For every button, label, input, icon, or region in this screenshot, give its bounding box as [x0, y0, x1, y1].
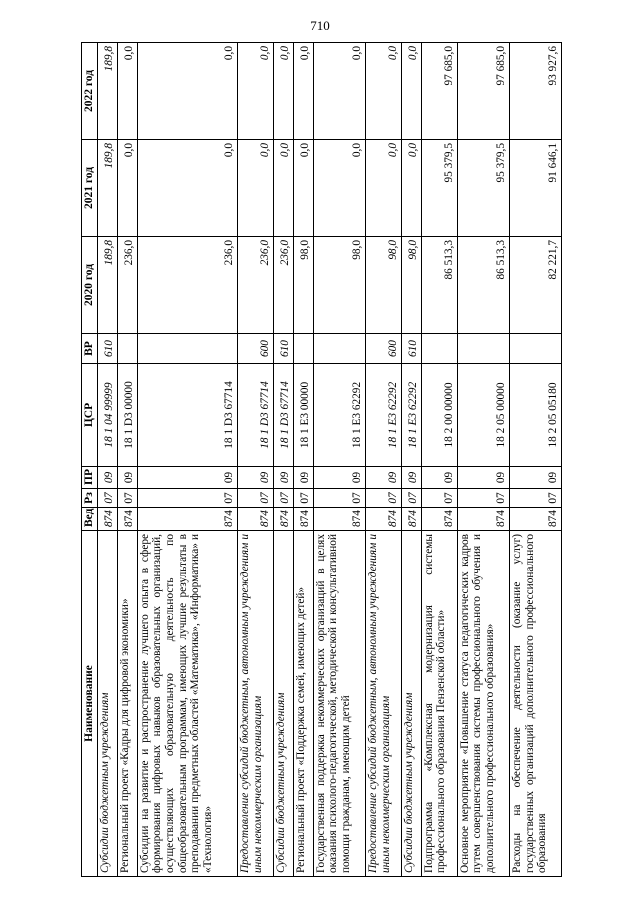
row-2020: 236,0 — [137, 237, 237, 334]
row-2022: 189,8 — [97, 43, 117, 140]
table-row — [137, 43, 237, 877]
row-pr: 09 — [365, 467, 401, 489]
row-rz: 07 — [457, 489, 509, 508]
row-vr — [293, 334, 313, 364]
row-vr — [137, 334, 237, 364]
row-2022: 0,0 — [313, 43, 365, 140]
row-csr: 18 1 E3 62292 — [365, 364, 401, 467]
row-name: Субсидии бюджетным учреждениям — [401, 531, 421, 877]
row-2021: 0,0 — [274, 140, 294, 237]
header-ved: Вед — [82, 508, 98, 531]
page-number: 710 — [310, 18, 330, 33]
row-2022: 97 685,0 — [421, 43, 457, 140]
header-pr: ПР — [82, 467, 98, 489]
row-vr — [421, 334, 457, 364]
row-vr: 610 — [401, 334, 421, 364]
table-row — [117, 43, 137, 877]
row-2022: 0,0 — [365, 43, 401, 140]
row-ved: 874 — [97, 508, 117, 531]
table-row — [293, 43, 313, 877]
row-ved: 874 — [117, 508, 137, 531]
row-name: Региональный проект «Кадры для цифровой экономики» — [117, 531, 137, 877]
table-row — [401, 43, 421, 877]
row-2021: 0,0 — [137, 140, 237, 237]
row-pr: 09 — [293, 467, 313, 489]
row-pr: 09 — [401, 467, 421, 489]
row-vr — [117, 334, 137, 364]
row-2022: 0,0 — [117, 43, 137, 140]
row-rz: 07 — [313, 489, 365, 508]
row-csr: 18 1 D3 00000 — [117, 364, 137, 467]
row-rz: 07 — [97, 489, 117, 508]
row-ved: 874 — [365, 508, 401, 531]
row-2020: 86 513,3 — [421, 237, 457, 334]
row-rz: 07 — [293, 489, 313, 508]
row-name: Субсидии бюджетным учреждениям — [97, 531, 117, 877]
row-name: Субсидии бюджетным учреждениям — [274, 531, 294, 877]
row-ved: 874 — [274, 508, 294, 531]
row-csr: 18 1 D3 67714 — [137, 364, 237, 467]
row-rz: 07 — [421, 489, 457, 508]
row-ved: 874 — [313, 508, 365, 531]
row-ved: 874 — [421, 508, 457, 531]
row-vr: 600 — [238, 334, 274, 364]
row-2021: 0,0 — [238, 140, 274, 237]
header-vr: ВР — [82, 334, 98, 364]
row-2021: 95 379,5 — [421, 140, 457, 237]
row-pr: 09 — [421, 467, 457, 489]
budget-table — [81, 42, 562, 877]
header-2020: 2020 год — [82, 237, 98, 334]
row-2021: 0,0 — [365, 140, 401, 237]
row-2022: 93 927,6 — [509, 43, 561, 140]
row-2021: 0,0 — [293, 140, 313, 237]
row-csr: 18 1 E3 00000 — [293, 364, 313, 467]
header-rz: Рз — [82, 489, 98, 508]
row-csr: 18 2 05 00000 — [457, 364, 509, 467]
row-2020: 98,0 — [365, 237, 401, 334]
row-rz: 07 — [509, 489, 561, 508]
row-2022: 0,0 — [401, 43, 421, 140]
row-name: Основное мероприятие «Повышение статуса педагогических кадров путем совершенствования системы профессионального обучения и дополнительного профессионального образования» — [457, 531, 509, 877]
header-2022: 2022 год — [82, 43, 98, 140]
row-2021: 189,8 — [97, 140, 117, 237]
row-rz: 07 — [401, 489, 421, 508]
row-pr: 09 — [97, 467, 117, 489]
rotated-table-container — [81, 42, 562, 877]
row-2020: 236,0 — [274, 237, 294, 334]
row-csr: 18 1 E3 62292 — [313, 364, 365, 467]
row-name: Государственная поддержка некоммерческих организаций в целях оказания психолого-педагогической, методической и консультативной помощи гражданам, имеющим детей — [313, 531, 365, 877]
row-vr: 610 — [97, 334, 117, 364]
header-csr: ЦСР — [82, 364, 98, 467]
row-name: Расходы на обеспечение деятельности (оказание услуг) государственных организаций дополнительного профессионального образования — [509, 531, 561, 877]
row-pr: 09 — [137, 467, 237, 489]
row-ved: 874 — [137, 508, 237, 531]
row-vr: 600 — [365, 334, 401, 364]
table-row — [238, 43, 274, 877]
row-2022: 0,0 — [274, 43, 294, 140]
row-ved: 874 — [509, 508, 561, 531]
row-ved: 874 — [293, 508, 313, 531]
row-2021: 0,0 — [313, 140, 365, 237]
row-ved: 874 — [238, 508, 274, 531]
row-2021: 91 646,1 — [509, 140, 561, 237]
row-pr: 09 — [457, 467, 509, 489]
row-2020: 98,0 — [313, 237, 365, 334]
row-2022: 0,0 — [238, 43, 274, 140]
row-2021: 0,0 — [117, 140, 137, 237]
row-2020: 86 513,3 — [457, 237, 509, 334]
row-vr: 610 — [274, 334, 294, 364]
row-2020: 236,0 — [238, 237, 274, 334]
row-pr: 09 — [274, 467, 294, 489]
table-body — [97, 43, 561, 877]
row-pr: 09 — [117, 467, 137, 489]
row-2020: 98,0 — [293, 237, 313, 334]
row-2022: 97 685,0 — [457, 43, 509, 140]
row-csr: 18 2 00 00000 — [421, 364, 457, 467]
row-2020: 236,0 — [117, 237, 137, 334]
table-row — [274, 43, 294, 877]
row-name: Подпрограмма «Комплексная модернизация системы профессионального образования Пензенской области» — [421, 531, 457, 877]
row-pr: 09 — [238, 467, 274, 489]
row-2020: 189,8 — [97, 237, 117, 334]
table-row — [313, 43, 365, 877]
row-ved: 874 — [401, 508, 421, 531]
row-csr: 18 1 D3 67714 — [238, 364, 274, 467]
row-2022: 0,0 — [137, 43, 237, 140]
row-2021: 0,0 — [401, 140, 421, 237]
row-pr: 09 — [509, 467, 561, 489]
row-rz: 07 — [238, 489, 274, 508]
row-pr: 09 — [313, 467, 365, 489]
row-rz: 07 — [117, 489, 137, 508]
row-name: Предоставление субсидий бюджетным, автономным учреждениям и иным некоммерческим организациям — [238, 531, 274, 877]
row-2022: 0,0 — [293, 43, 313, 140]
row-2020: 82 221,7 — [509, 237, 561, 334]
row-csr: 18 1 D3 67714 — [274, 364, 294, 467]
row-2021: 95 379,5 — [457, 140, 509, 237]
row-csr: 18 2 05 05180 — [509, 364, 561, 467]
table-header-row — [82, 43, 98, 877]
row-rz: 07 — [365, 489, 401, 508]
table-row — [509, 43, 561, 877]
header-2021: 2021 год — [82, 140, 98, 237]
table-row — [365, 43, 401, 877]
row-ved: 874 — [457, 508, 509, 531]
row-csr: 18 1 04 99999 — [97, 364, 117, 467]
row-name: Субсидии на развитие и распространение лучшего опыта в сфере формирования цифровых навыков образовательных организаций, осуществляющих образовательную деятельность по общеобразовательным программам, имеющих лучшие результаты в преподавании предметных областей «Математика», «Информатика» и «Технология» — [137, 531, 237, 877]
row-csr: 18 1 E3 62292 — [401, 364, 421, 467]
row-2020: 98,0 — [401, 237, 421, 334]
row-vr — [313, 334, 365, 364]
row-name: Региональный проект «Поддержка семей, имеющих детей» — [293, 531, 313, 877]
table-row — [97, 43, 117, 877]
header-name: Наименование — [82, 531, 98, 877]
row-name: Предоставление субсидий бюджетным, автономным учреждениям и иным некоммерческим организациям — [365, 531, 401, 877]
table-row — [421, 43, 457, 877]
row-vr — [509, 334, 561, 364]
row-rz: 07 — [137, 489, 237, 508]
row-vr — [457, 334, 509, 364]
row-rz: 07 — [274, 489, 294, 508]
table-row — [457, 43, 509, 877]
